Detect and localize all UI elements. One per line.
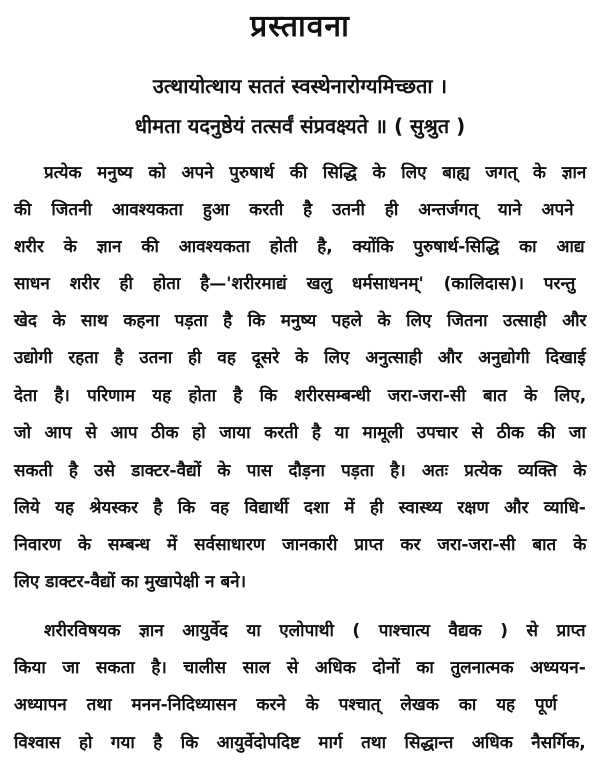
verse-line-1: उत्थायोत्थाय सततं स्वस्थेनारोग्यमिच्छता । <box>152 74 448 98</box>
paragraph1-line: लिये यह श्रेयस्कर है कि वह विद्यार्थी दशा में ही स्वास्थ्य रक्षण और व्याधि- <box>14 498 586 518</box>
paragraph1-line: खेद के साथ कहना पड़ता है कि मनुष्य पहले के लिए जितना उत्साही और <box>14 311 587 331</box>
page-title: प्रस्तावना <box>250 9 350 44</box>
paragraph1-line: साधन शरीर ही होता है—'शरीरमाद्यं खलु धर्मसाधनम्' (कालिदास)। परन्तु <box>14 274 576 294</box>
paragraph2-line: अध्यापन तथा मनन-निदिध्यासन करने के पश्चात् लेखक का यह पूर्ण <box>14 695 557 715</box>
paragraph1-line: शरीर के ज्ञान की आवश्यकता होती है, क्योंकि पुरुषार्थ-सिद्धि का आद्य <box>14 237 585 257</box>
paragraph2-line: विश्वास हो गया है कि आयुर्वेदोपदिष्ट मार्ग तथा सिद्धान्त अधिक नैसर्गिक, <box>14 733 586 753</box>
paragraph1-line: जो आप से आप ठीक हो जाया करती है या मामूली उपचार से ठीक की जा <box>14 423 586 443</box>
paragraph2-line: किया जा सकता है। चालीस साल से अधिक दोनों का तुलनात्मक अध्ययन- <box>14 658 586 678</box>
paragraph1-line: सकती है उसे डाक्टर-वैद्यों के पास दौड़ना पड़ता है। अतः प्रत्येक व्यक्ति के <box>14 461 587 481</box>
paragraph1-line: उद्योगी रहता है उतना ही वह दूसरे के लिए अनुत्साही और अनुद्योगी दिखाई <box>14 348 586 368</box>
paragraph1-line: निवारण के सम्बन्ध में सर्वसाधारण जानकारी प्राप्त कर जरा-जरा-सी बात के <box>14 535 587 555</box>
paragraph1-line: की जितनी आवश्यकता हुआ करती है उतनी ही अन्तर्जगत् याने अपने <box>14 200 574 220</box>
paragraph1-line: देता है। परिणाम यह होता है कि शरीरसम्बन्धी जरा-जरा-सी बात के लिए, <box>14 386 587 406</box>
paragraph2-line: शरीरविषयक ज्ञान आयुर्वेद या एलोपाथी ( पाश्चात्य वैद्यक ) से प्राप्त <box>44 621 586 641</box>
paragraph1-line: प्रत्येक मनुष्य को अपने पुरुषार्थ की सिद्धि के लिए बाह्य जगत् के ज्ञान <box>44 163 587 183</box>
verse-line-2: धीमता यदनुष्ठेयं तत्सर्वं संप्रवक्ष्यते ॥ ( सुश्रुत ) <box>134 114 466 138</box>
paragraph1-line: लिए डाक्टर-वैद्यों का मुखापेक्षी न बने। <box>14 572 247 592</box>
